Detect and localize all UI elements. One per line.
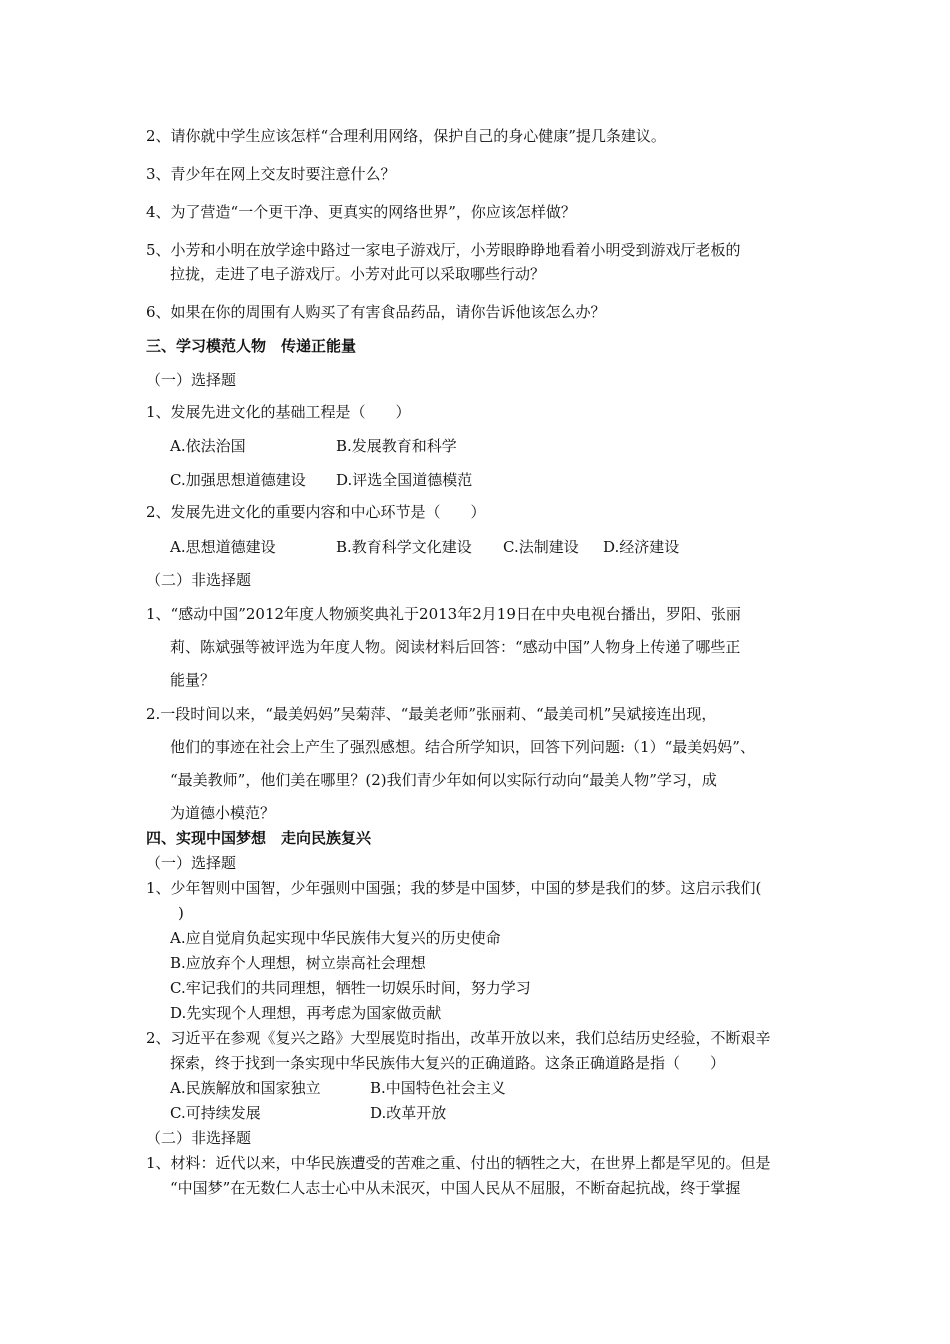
question-3-1-option-b: B.发展教育和科学 xyxy=(336,437,457,455)
question-3-n2-line3: “最美教师”，他们美在哪里？(2)我们青少年如何以实际行动向“最美人物”学习，成 xyxy=(170,771,717,789)
question-2-2: 2、请你就中学生应该怎样“合理利用网络，保护自己的身心健康”提几条建议。 xyxy=(146,127,666,145)
question-4-2-option-a: A.民族解放和国家独立 xyxy=(170,1079,321,1097)
question-4-1-line1: 1、少年智则中国智，少年强则中国强；我的梦是中国梦，中国的梦是我们的梦。这启示我们( xyxy=(146,879,762,897)
question-3-1: 1、发展先进文化的基础工程是（ ） xyxy=(146,403,411,421)
question-4-1-line2: ) xyxy=(178,904,184,922)
question-3-1-option-a: A.依法治国 xyxy=(170,437,246,455)
question-4-2-option-d: D.改革开放 xyxy=(370,1104,447,1122)
question-4-1-option-a: A.应自觉肩负起实现中华民族伟大复兴的历史使命 xyxy=(170,929,501,947)
question-4-2-line2: 探索，终于找到一条实现中华民族伟大复兴的正确道路。这条正确道路是指（ ） xyxy=(170,1054,726,1072)
question-3-n2-line1: 2.一段时间以来，“最美妈妈”吴菊萍、“最美老师”张丽莉、“最美司机”吴斌接连出现， xyxy=(146,705,717,723)
question-4-1-option-d: D.先实现个人理想，再考虑为国家做贡献 xyxy=(170,1004,442,1022)
question-3-n1-line2: 莉、陈斌强等被评选为年度人物。阅读材料后回答：“感动中国”人物身上传递了哪些正 xyxy=(170,638,741,656)
question-3-n1-line3: 能量？ xyxy=(170,671,216,689)
question-3-2-option-b: B.教育科学文化建设 xyxy=(336,538,472,556)
question-3-2: 2、发展先进文化的重要内容和中心环节是（ ） xyxy=(146,503,486,521)
question-4-2-line1: 2、习近平在参观《复兴之路》大型展览时指出，改革开放以来，我们总结历史经验，不断艰辛 xyxy=(146,1029,771,1047)
question-4-1-option-c: C.牢记我们的共同理想，牺牲一切娱乐时间，努力学习 xyxy=(170,979,531,997)
question-3-1-option-c: C.加强思想道德建设 xyxy=(170,471,306,489)
section-4-subheading-nonchoice: （二）非选择题 xyxy=(146,1129,252,1147)
section-3-heading: 三、学习模范人物 传递正能量 xyxy=(146,337,357,355)
question-3-2-option-d: D.经济建设 xyxy=(603,538,680,556)
question-4-2-option-c: C.可持续发展 xyxy=(170,1104,261,1122)
section-4-subheading-choice: （一）选择题 xyxy=(146,854,237,872)
question-2-3: 3、青少年在网上交友时要注意什么？ xyxy=(146,165,396,183)
question-2-6: 6、如果在你的周围有人购买了有害食品药品，请你告诉他该怎么办？ xyxy=(146,303,606,321)
question-4-n1-line1: 1、材料：近代以来，中华民族遭受的苦难之重、付出的牺牲之大，在世界上都是罕见的。但是 xyxy=(146,1154,771,1172)
question-4-1-option-b: B.应放弃个人理想，树立崇高社会理想 xyxy=(170,954,426,972)
question-3-2-option-c: C.法制建设 xyxy=(503,538,579,556)
section-4-heading: 四、实现中国梦想 走向民族复兴 xyxy=(146,829,372,847)
question-3-n2-line4: 为道德小模范？ xyxy=(170,804,276,822)
question-3-n1-line1: 1、“感动中国”2012年度人物颁奖典礼于2013年2月19日在中央电视台播出，罗阳、张丽 xyxy=(146,605,741,623)
question-3-2-option-a: A.思想道德建设 xyxy=(170,538,276,556)
question-4-2-option-b: B.中国特色社会主义 xyxy=(370,1079,506,1097)
question-2-5-line1: 5、小芳和小明在放学途中路过一家电子游戏厅，小芳眼睁睁地看着小明受到游戏厅老板的 xyxy=(146,241,741,259)
question-3-1-option-d: D.评选全国道德模范 xyxy=(336,471,473,489)
section-3-subheading-nonchoice: （二）非选择题 xyxy=(146,571,252,589)
question-2-5-line2: 拉拢，走进了电子游戏厅。小芳对此可以采取哪些行动？ xyxy=(170,265,546,283)
question-4-n1-line2: “中国梦”在无数仁人志士心中从未泯灭，中国人民从不屈服，不断奋起抗战，终于掌握 xyxy=(170,1179,741,1197)
question-2-4: 4、为了营造“一个更干净、更真实的网络世界”，你应该怎样做？ xyxy=(146,203,576,221)
section-3-subheading-choice: （一）选择题 xyxy=(146,371,237,389)
question-3-n2-line2: 他们的事迹在社会上产生了强烈感想。结合所学知识，回答下列问题:（1）“最美妈妈”、 xyxy=(170,738,755,756)
